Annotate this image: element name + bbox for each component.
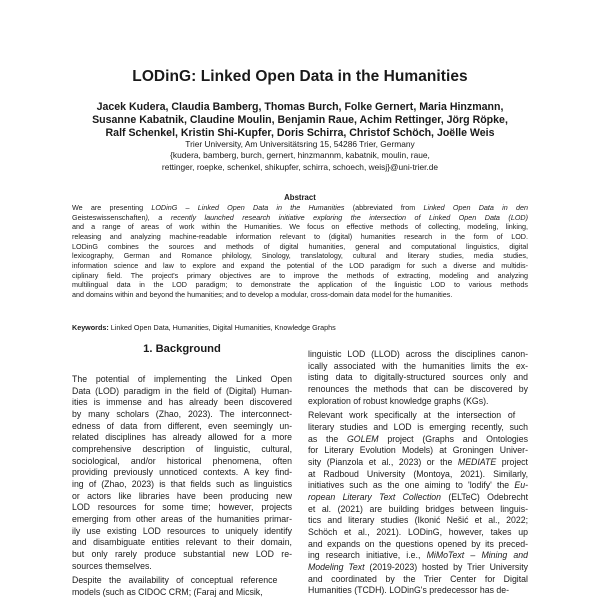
text-segment: The potential of implementing the Linked Open <box>72 374 292 384</box>
text-segment: ing of (Zhao, 2023) is that fields such as linguistics <box>72 478 292 489</box>
text-segment: (ELTeC) Odebrecht <box>441 492 528 503</box>
text-line <box>308 515 528 527</box>
text-line <box>72 421 292 433</box>
text-line <box>72 261 528 271</box>
text-segment: and domains within and beyond the humanities; and to develop a modular, cross-domain data model for the humanities. <box>72 289 453 299</box>
text-segment: tics and literary studies (Ikonić Nešić et al., 2022; <box>308 515 528 526</box>
author-list <box>60 101 540 140</box>
text-segment: (2019-2023) hosted by Trier University <box>364 562 528 572</box>
text-segment: related disciplines has already allowed for a more <box>72 432 292 443</box>
text-segment: at Radboud University (Montoya, 2021). Similarly, <box>308 468 528 479</box>
text-line <box>308 527 528 539</box>
author-line: Susanne Kabatnik, Claudine Moulin, Benjamin Raue, Achim Rettinger, Jörg Röpke, <box>92 113 508 126</box>
text-segment: ily use existing LOD resources to uniquely identify <box>72 525 292 536</box>
text-segment: but only rarely produce substantial new LOD re- <box>72 548 292 559</box>
text-segment: project (Graphs and Ontologies <box>378 433 528 444</box>
text-segment: by many scholars (Zhao, 2023). The interconnect- <box>72 408 292 419</box>
text-line <box>308 434 528 446</box>
author-line: Jacek Kudera, Claudia Bamberg, Thomas Burch, Folke Gernert, Maria Hinzmann, <box>96 101 504 113</box>
text-line <box>72 561 292 573</box>
text-segment: and disambiguate entities relevant to their domain, <box>72 537 292 548</box>
text-segment: and expands on the questions opened by its preced- <box>308 538 528 549</box>
italic-text: MEDIATE <box>457 457 497 468</box>
text-line <box>72 374 292 386</box>
text-segment: Data (LOD) paradigm in the field of (Digital) Human- <box>72 385 292 396</box>
text-segment: ciplinary field. The project's primary objectives are to improve the methods of extracting, modeling and analyzing <box>72 270 528 280</box>
italic-text: GOLEM <box>346 433 379 444</box>
text-line <box>72 587 292 599</box>
text-line <box>72 456 292 468</box>
text-segment: Relevant work specifically at the intersection of <box>308 410 516 421</box>
text-segment: as the <box>308 433 347 444</box>
italic-text: Eu- <box>514 480 528 491</box>
text-segment: sources themselves. <box>72 560 152 571</box>
abstract-heading: Abstract <box>284 193 316 202</box>
text-line <box>72 537 292 549</box>
text-segment: for Literary Evolution Models) at Groningen Univer- <box>308 445 528 456</box>
text-line <box>72 386 292 398</box>
text-line <box>72 232 528 242</box>
text-line <box>308 384 528 396</box>
italic-text: MiMoText – Mining and <box>426 550 528 561</box>
text-segment: releasing and analyzing machine-readable information relevant to (digital) humanities research in the form of LOD. <box>72 231 528 241</box>
text-segment: and coordinated by the Trier Center for Digital <box>308 573 528 584</box>
text-segment: providing previously unnoticed contexts. A key find- <box>72 467 292 478</box>
affiliation <box>60 139 540 173</box>
affiliation-emails: rettinger, roepke, schenkel, shikupfer, schirra, schoech, weisj}@uni-trier.de <box>161 161 439 172</box>
author-line: Ralf Schenkel, Kristin Shi-Kupfer, Doris Schirra, Christof Schöch, Joëlle Weis <box>105 126 495 139</box>
section-heading: 1. Background <box>143 343 221 355</box>
text-line <box>72 242 528 252</box>
text-line <box>308 457 528 469</box>
text-line <box>72 432 292 444</box>
text-line <box>308 550 528 562</box>
text-segment: emerging from other areas of the humanities primar- <box>72 513 292 524</box>
italic-text: ropean Literary Text Collection <box>308 492 442 503</box>
text-segment: LOD resources for some time; however, projects <box>72 502 292 513</box>
text-segment: ically associated with the humanities limits the ex- <box>308 360 528 371</box>
text-line <box>308 445 528 457</box>
text-segment: ing research initiative, i.e., <box>308 550 427 561</box>
abstract-body <box>72 203 528 300</box>
text-segment: models (such as CIDOC CRM; (Faraj and Micsik, <box>72 587 263 597</box>
text-line <box>72 251 528 261</box>
text-segment: renounces the methods that can be discovered by <box>308 383 528 394</box>
paper-title: LODinG: Linked Open Data in the Humanities <box>132 68 468 85</box>
text-line <box>308 469 528 481</box>
text-line <box>72 549 292 561</box>
text-segment: LODinG combines the sources and methods of digital humanities, general and computational linguistics, digital <box>72 241 528 251</box>
text-line <box>72 502 292 514</box>
text-segment: lexicography, German and Romance philology, Sinology, translatology, cultural and literary studies, media studies, <box>72 251 528 261</box>
text-segment: literary studies and LOD is emerging recently, such <box>308 422 528 433</box>
italic-text: ), a recently launched research initiative exploring the intersection of Linked Open Data (LOD) <box>145 212 528 222</box>
text-line <box>308 361 528 373</box>
text-line <box>308 349 528 361</box>
text-line <box>72 526 292 538</box>
text-line <box>308 396 528 408</box>
text-segment: exploration of robust knowledge graphs (KGs). <box>308 395 489 406</box>
text-line <box>308 422 528 434</box>
text-line <box>72 203 528 213</box>
text-line <box>308 539 528 551</box>
text-segment: project <box>496 457 528 468</box>
affiliation-address: Trier University, Am Universitätsring 15, 54286 Trier, Germany <box>185 139 415 149</box>
text-line <box>72 213 528 223</box>
text-segment: isting data to digitally-structured sources only and <box>308 372 528 383</box>
text-segment: linguistic LOD (LLOD) across the disciplines canon- <box>308 349 528 359</box>
text-segment: Geisteswissenschaften <box>72 212 146 222</box>
text-line <box>308 504 528 516</box>
italic-text: LODinG – Linked Open Data in the Humanities <box>151 203 345 212</box>
keywords-label: Keywords: <box>72 323 109 332</box>
text-line <box>72 467 292 479</box>
text-segment: Despite the availability of conceptual reference <box>72 575 278 586</box>
text-segment: Schöch et al., 2021). LODinG, however, takes up <box>308 527 528 538</box>
text-line <box>72 444 292 456</box>
text-segment: sity (Pianzola et al., 2023) or the <box>308 457 458 468</box>
text-segment: Humanities (TCDH). LODinG's predecessor has de- <box>308 585 510 596</box>
keywords <box>72 323 528 332</box>
text-line <box>308 574 528 586</box>
text-line <box>308 480 528 492</box>
text-line <box>308 410 528 422</box>
text-line <box>72 397 292 409</box>
text-segment: We are presenting <box>72 203 152 212</box>
text-segment: and a range of areas of work within the Humanities. We focus on effective methods of collecting, modeling, linking, <box>72 222 528 232</box>
text-segment: information science and law to explore and expand the potential of the LOD paradigm for such a diverse and multidis- <box>72 260 528 270</box>
text-segment: multilingual data in the LOD paradigm; to demonstrate the application of the linguistic LOD to various methods <box>72 280 528 290</box>
text-line <box>72 271 528 281</box>
text-segment: edness of data from different, even seemingly un- <box>72 420 292 431</box>
text-line <box>72 290 528 300</box>
text-segment: initiatives such as the one aiming to 'lodify' the <box>308 480 515 491</box>
text-segment: et al. (2021) are building bridges between linguis- <box>308 503 528 514</box>
text-segment: comprehensive description of linguistic, cultural, <box>72 443 292 454</box>
keywords-text: Linked Open Data, Humanities, Digital Humanities, Knowledge Graphs <box>108 323 336 332</box>
right-column <box>308 349 528 597</box>
text-segment: or actors like libraries have been producing new <box>72 490 292 501</box>
text-line <box>72 409 292 421</box>
text-line <box>308 372 528 384</box>
text-segment: (abbreviated from <box>344 203 424 212</box>
text-line <box>308 492 528 504</box>
text-segment: sociological, and/or historical phenomena, often <box>72 455 292 466</box>
text-line <box>72 575 292 587</box>
italic-text: Linked Open Data in den <box>423 203 528 212</box>
affiliation-emails: {kudera, bamberg, burch, gernert, hinzmannm, kabatnik, moulin, raue, <box>170 150 430 161</box>
text-line <box>72 280 528 290</box>
text-line <box>308 585 528 597</box>
text-line <box>72 514 292 526</box>
italic-text: Modeling Text <box>308 562 365 572</box>
text-line <box>72 491 292 503</box>
text-line <box>308 562 528 574</box>
text-segment: ities is immense and has already been discovered <box>72 397 292 408</box>
left-column <box>72 374 292 599</box>
text-line <box>72 479 292 491</box>
text-line <box>72 222 528 232</box>
